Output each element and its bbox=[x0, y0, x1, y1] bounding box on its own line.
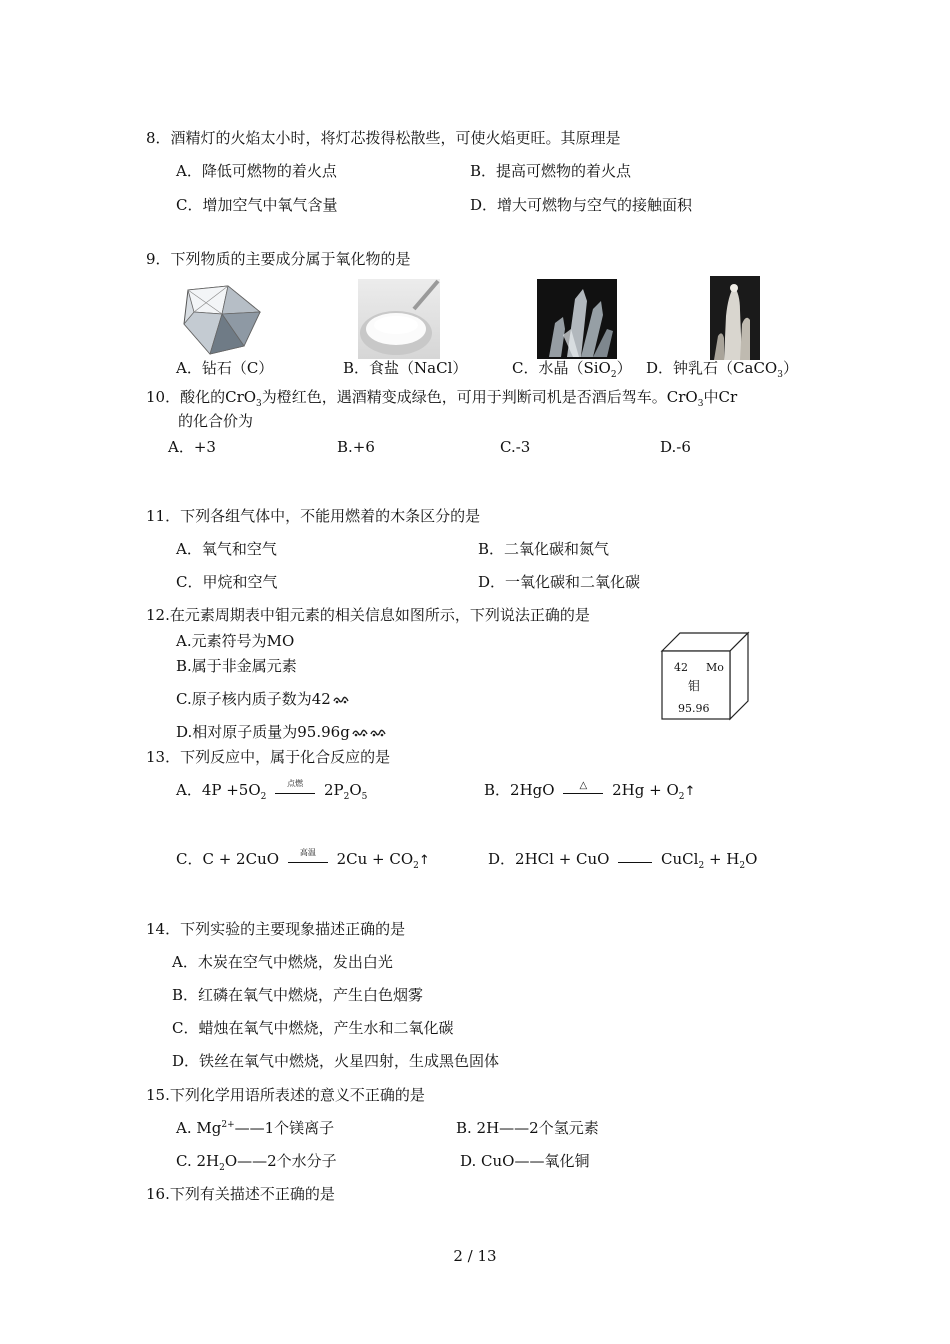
q9-option-b: B．食盐（NaCl） bbox=[343, 359, 468, 377]
element-name: 钼 bbox=[688, 679, 701, 693]
q8-option-a: A．降低可燃物的着火点 bbox=[176, 162, 337, 180]
reaction-arrow: △ bbox=[563, 785, 603, 797]
q12-option-d: D.相对原子质量为95.96g bbox=[176, 723, 388, 742]
q16-stem: 16.下列有关描述不正确的是 bbox=[146, 1185, 335, 1203]
reaction-equals-line bbox=[618, 854, 652, 866]
q8-option-b: B．提高可燃物的着火点 bbox=[470, 162, 632, 180]
element-symbol: Mo bbox=[706, 661, 724, 674]
q15-option-a: A. $Mg^{2+}——1$个镁离子 bbox=[176, 1119, 335, 1137]
q15-option-d: D. CuO——氧化铜 bbox=[460, 1152, 590, 1170]
q11-option-d: D．一氧化碳和二氧化碳 bbox=[478, 573, 641, 591]
q8-stem: 8．酒精灯的火焰太小时，将灯芯拨得松散些，可使火焰更旺。其原理是 bbox=[146, 129, 621, 147]
q15-option-b: B. 2H——2个氢元素 bbox=[456, 1119, 599, 1137]
q12-option-c: C.原子核内质子数为42 bbox=[176, 690, 349, 709]
salt-spoon-image bbox=[358, 279, 440, 359]
q11-option-b: B．二氧化碳和氮气 bbox=[478, 540, 610, 558]
gas-up-arrow-icon: ↑ bbox=[418, 853, 430, 868]
q14-option-c: C．蜡烛在氧气中燃烧，产生水和二氧化碳 bbox=[172, 1019, 454, 1037]
q13-option-a: A．$4P +5O_2$ 点燃 $2P_2O_5$ bbox=[176, 779, 368, 802]
q13-option-b: B．2HgO △ $2Hg + O_2↑$ bbox=[484, 780, 696, 802]
q14-stem: 14．下列实验的主要现象描述正确的是 bbox=[146, 920, 406, 938]
stalactite-image bbox=[710, 276, 760, 360]
q12-option-b: B.属于非金属元素 bbox=[176, 657, 297, 675]
q12-stem: 12.在元素周期表中钼元素的相关信息如图所示，下列说法正确的是 bbox=[146, 606, 590, 624]
q10-option-b: B.+6 bbox=[337, 438, 375, 456]
q11-option-c: C．甲烷和空气 bbox=[176, 573, 278, 591]
scribble-icon bbox=[352, 724, 388, 742]
reaction-arrow: 点燃 bbox=[275, 785, 315, 797]
q13-option-c: C．C + 2CuO 高温 $2Cu + CO_2↑$ bbox=[176, 848, 430, 871]
q9-option-c: C．水晶（SiO$_2$） bbox=[512, 359, 632, 380]
q14-option-a: A．木炭在空气中燃烧，发出白光 bbox=[172, 953, 393, 971]
q14-option-d: D．铁丝在氧气中燃烧，火星四射，生成黑色固体 bbox=[172, 1052, 500, 1070]
quartz-crystal-image bbox=[537, 279, 617, 359]
periodic-table-cell bbox=[660, 631, 752, 723]
gas-up-arrow-icon: ↑ bbox=[684, 784, 696, 799]
q12-option-a: A.元素符号为MO bbox=[176, 632, 295, 650]
q15-option-c: C. $2H_2O——2$个水分子 bbox=[176, 1152, 337, 1173]
q11-option-a: A．氧气和空气 bbox=[176, 540, 277, 558]
q10-option-c: C.-3 bbox=[500, 438, 531, 456]
scribble-icon bbox=[333, 691, 349, 709]
q8-option-c: C．增加空气中氧气含量 bbox=[176, 196, 338, 214]
element-mass: 95.96 bbox=[678, 702, 710, 715]
q9-option-d: D．钟乳石（CaCO$_3$） bbox=[646, 359, 798, 380]
diamond-image bbox=[180, 284, 268, 358]
q15-stem: 15.下列化学用语所表述的意义不正确的是 bbox=[146, 1086, 425, 1104]
q11-stem: 11．下列各组气体中，不能用燃着的木条区分的是 bbox=[146, 507, 481, 525]
q14-option-b: B．红磷在氧气中燃烧，产生白色烟雾 bbox=[172, 986, 424, 1004]
q10-stem-line1: 10．酸化的CrO$_3$为橙红色，遇酒精变成绿色，可用于判断司机是否酒后驾车。CrO$_3$中Cr bbox=[146, 388, 738, 409]
q13-option-d: D．2HCl + CuO CuCl$_2$ + $H_2O$ bbox=[488, 850, 758, 871]
reaction-arrow: 高温 bbox=[288, 854, 328, 866]
q9-option-a: A．钻石（C） bbox=[176, 359, 274, 377]
q10-option-d: D.-6 bbox=[660, 438, 691, 456]
element-atomic-number: 42 bbox=[674, 661, 688, 674]
q10-option-a: A．+3 bbox=[168, 438, 216, 456]
q13-stem: 13．下列反应中，属于化合反应的是 bbox=[146, 748, 391, 766]
q9-stem: 9．下列物质的主要成分属于氧化物的是 bbox=[146, 250, 411, 268]
q8-option-d: D．增大可燃物与空气的接触面积 bbox=[470, 196, 693, 214]
page-number: 2 / 13 bbox=[453, 1247, 497, 1265]
q10-stem-line2: 的化合价为 bbox=[178, 412, 254, 430]
